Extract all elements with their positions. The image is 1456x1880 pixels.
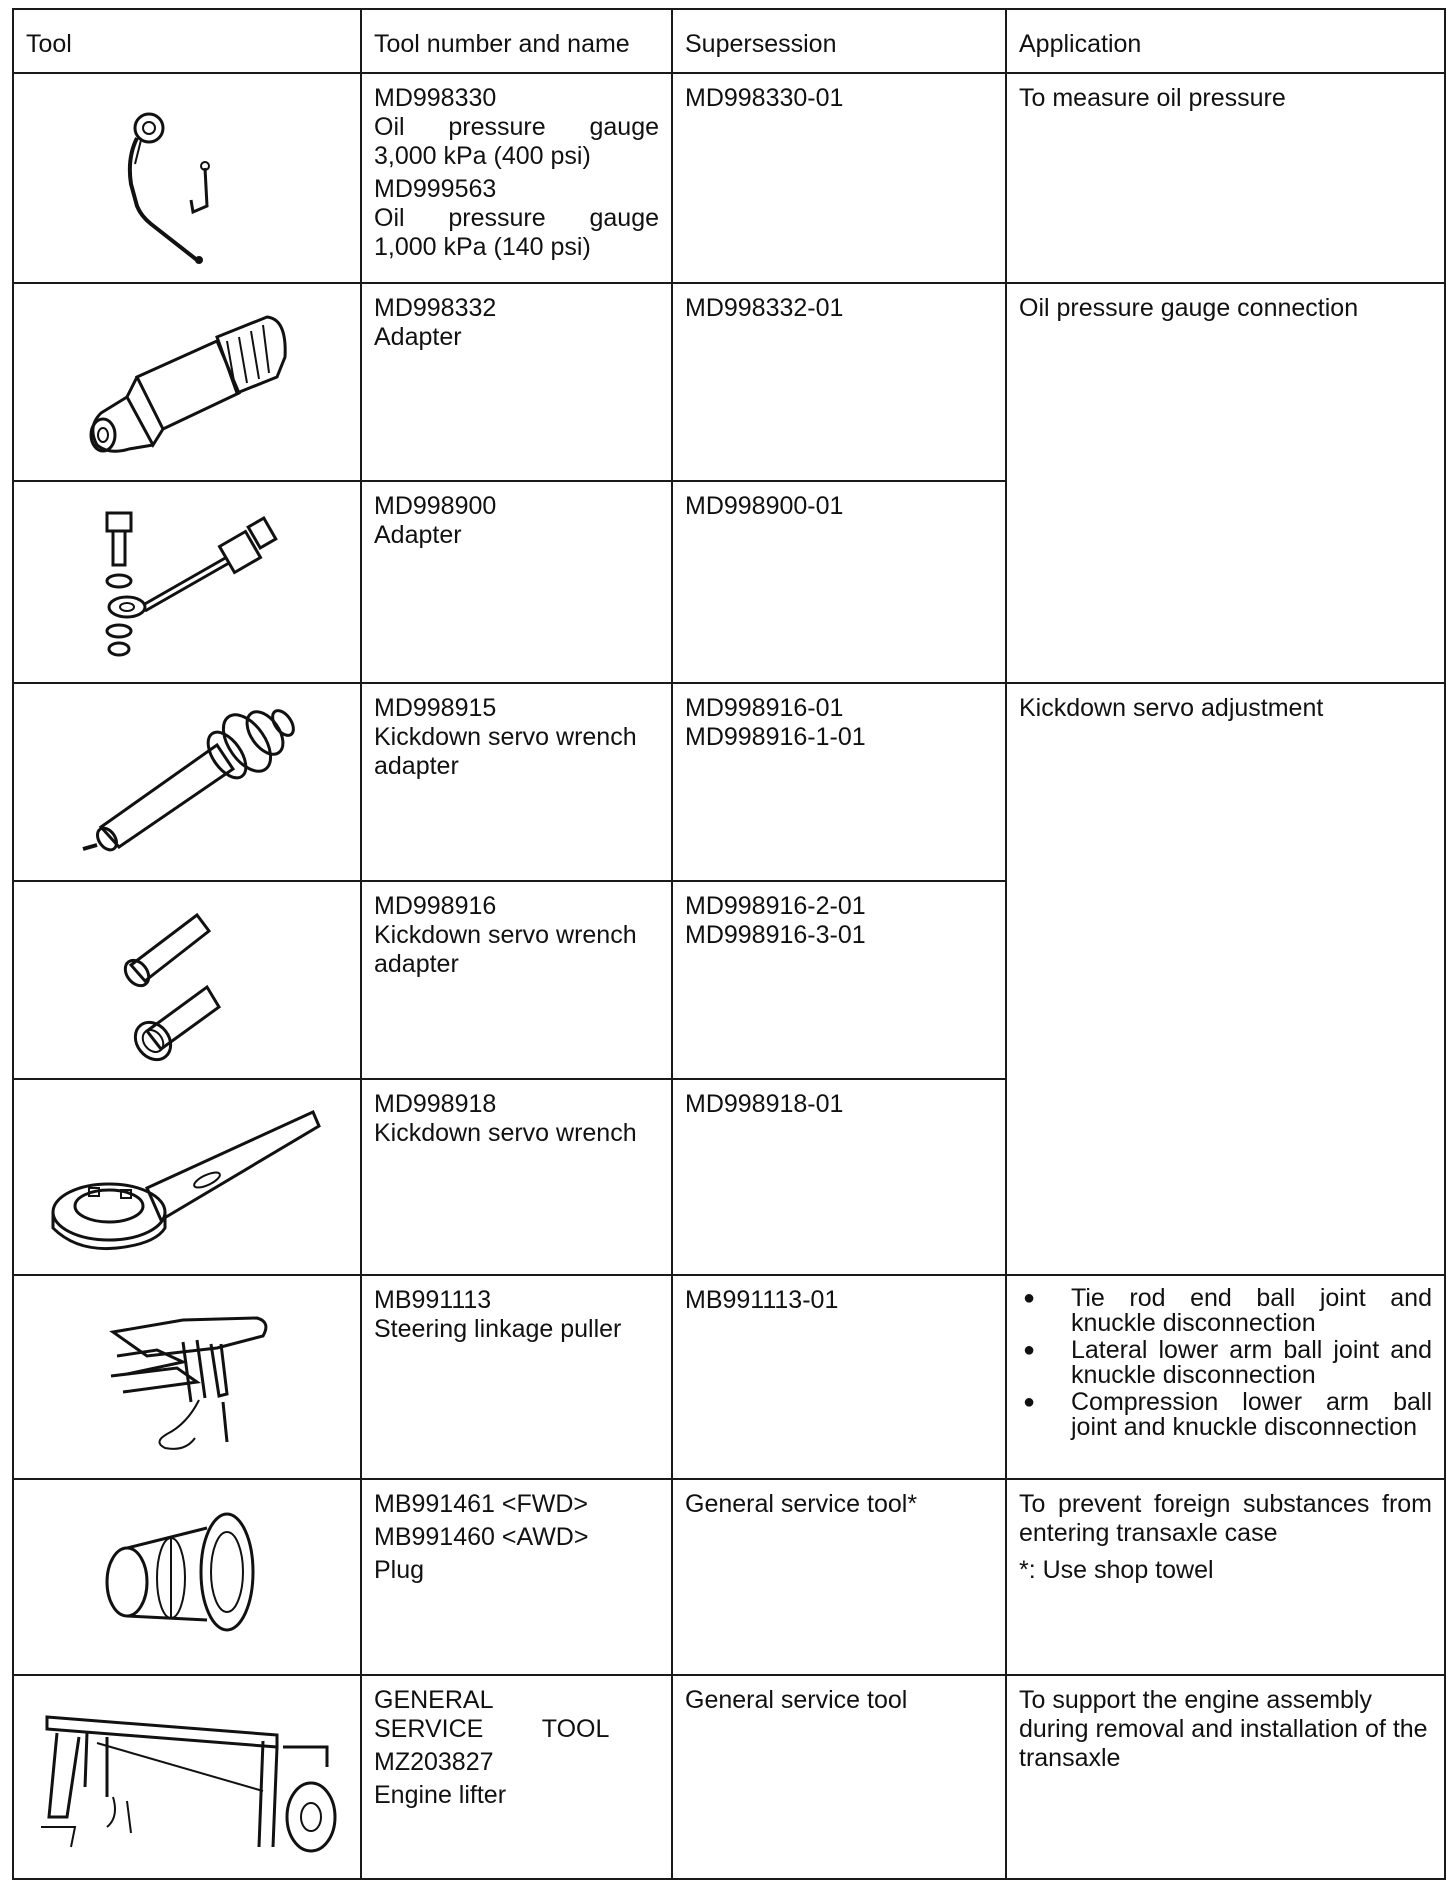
plug-icon	[87, 1492, 287, 1662]
tool-image-cell	[13, 881, 361, 1079]
table-row	[13, 683, 1445, 881]
special-tools-table	[12, 8, 1446, 1880]
adapter-bolt-set-icon	[87, 497, 287, 667]
tool-number-name-cell: GENERAL SERVICE TOOL MZ203827 Engine lifter	[361, 1675, 672, 1879]
table-row	[13, 1675, 1445, 1879]
tool-number-name-cell: MD998915 Kickdown servo wrench adapter	[361, 683, 672, 881]
supersession-cell: MD998900-01	[672, 481, 1006, 683]
list-item: ● Compression lower arm ball joint and knuckle disconnection	[1019, 1390, 1432, 1440]
engine-lifter-icon	[27, 1687, 347, 1867]
list-item: ● Lateral lower arm ball joint and knuckle disconnection	[1019, 1338, 1432, 1388]
tool-image-cell	[13, 683, 361, 881]
application-bullet-list	[1019, 1286, 1432, 1440]
supersession-cell: General service tool	[672, 1675, 1006, 1879]
table-row	[13, 1479, 1445, 1675]
tool-number-name-cell: MB991461 <FWD> MB991460 <AWD> Plug	[361, 1479, 672, 1675]
tool-number-name-cell: MD998900 Adapter	[361, 481, 672, 683]
kickdown-servo-wrench-adapter-icon	[67, 697, 307, 867]
table-row	[13, 73, 1445, 283]
header-supersession: Supersession	[672, 9, 1006, 73]
application-cell: To prevent foreign substances from entering transaxle case *: Use shop towel	[1006, 1479, 1445, 1675]
socket-adapter-icon	[107, 895, 267, 1065]
tool-number-name-cell: MD998918 Kickdown servo wrench	[361, 1079, 672, 1275]
header-row	[13, 9, 1445, 73]
application-cell: To support the engine assembly during removal and installation of the transaxle	[1006, 1675, 1445, 1879]
tool-image-cell	[13, 481, 361, 683]
tool-image-cell	[13, 1275, 361, 1479]
application-cell: Oil pressure gauge connection	[1006, 283, 1445, 683]
supersession-cell: MD998330-01	[672, 73, 1006, 283]
tool-number-name-cell: MD998916 Kickdown servo wrench adapter	[361, 881, 672, 1079]
tool-image-cell	[13, 1079, 361, 1275]
tool-image-cell	[13, 1675, 361, 1879]
table-row	[13, 1275, 1445, 1479]
header-application: Application	[1006, 9, 1445, 73]
tool-image-cell	[13, 283, 361, 481]
supersession-cell: MD998916-2-01 MD998916-3-01	[672, 881, 1006, 1079]
adapter-icon	[67, 297, 307, 467]
application-cell	[1006, 1275, 1445, 1479]
kickdown-servo-wrench-icon	[37, 1092, 337, 1262]
tool-number-name-cell: MB991113 Steering linkage puller	[361, 1275, 672, 1479]
header-tool: Tool	[13, 9, 361, 73]
supersession-cell: MD998332-01	[672, 283, 1006, 481]
supersession-cell: MD998918-01	[672, 1079, 1006, 1275]
table-row	[13, 283, 1445, 481]
tool-number-name-cell: MD998332 Adapter	[361, 283, 672, 481]
list-item: ● Tie rod end ball joint and knuckle disconnection	[1019, 1286, 1432, 1336]
supersession-cell: MD998916-01 MD998916-1-01	[672, 683, 1006, 881]
steering-linkage-puller-icon	[87, 1292, 287, 1462]
oil-pressure-gauge-icon	[107, 88, 267, 268]
tool-image-cell	[13, 73, 361, 283]
application-cell: Kickdown servo adjustment	[1006, 683, 1445, 1275]
tool-image-cell	[13, 1479, 361, 1675]
header-tool-number-and-name: Tool number and name	[361, 9, 672, 73]
supersession-cell: MB991113-01	[672, 1275, 1006, 1479]
supersession-cell: General service tool*	[672, 1479, 1006, 1675]
application-cell: To measure oil pressure	[1006, 73, 1445, 283]
tool-number-name-cell: MD998330 Oil pressure gauge 3,000 kPa (400 psi) MD999563 Oil pressure gauge 1,000 kPa (140 psi)	[361, 73, 672, 283]
